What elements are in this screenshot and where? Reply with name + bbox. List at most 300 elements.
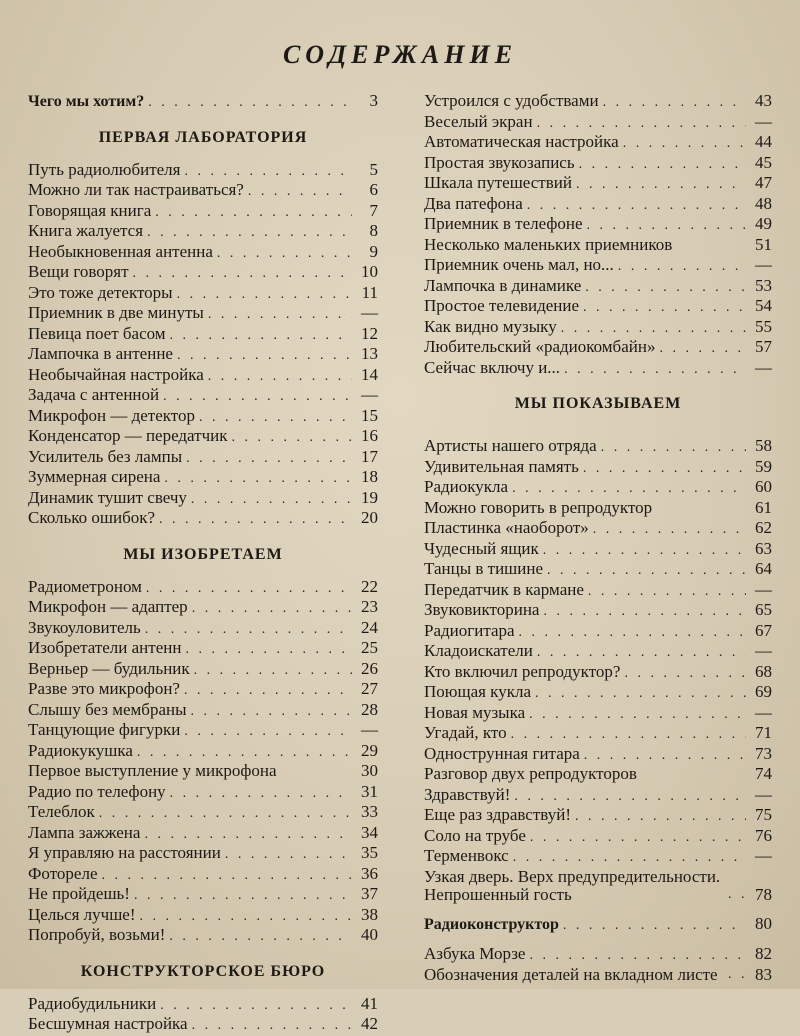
toc-entry xyxy=(28,202,378,223)
toc-entry xyxy=(28,762,378,783)
toc-entry-page: 57 xyxy=(755,337,772,356)
toc-entry xyxy=(424,92,772,113)
dot-leader xyxy=(529,947,746,966)
toc-entry-page: 9 xyxy=(369,241,378,261)
toc-entry-page: — xyxy=(755,846,772,865)
toc-entry-page: 14 xyxy=(361,364,378,384)
toc-entry-title: Задача с антенной xyxy=(28,385,160,404)
toc-entry-page: — xyxy=(755,702,772,722)
toc-entry-page: 11 xyxy=(361,282,378,302)
toc-entry-title: Фотореле xyxy=(28,863,98,883)
toc-entry-title: Здравствуй! xyxy=(424,784,511,804)
dot-leader xyxy=(185,163,353,182)
toc-entry-page: 41 xyxy=(361,993,378,1013)
toc-entry xyxy=(424,806,772,827)
toc-entry-page: 22 xyxy=(361,576,378,596)
toc-entry-title: Необычайная настройка xyxy=(28,364,204,384)
toc-entry-title: Можно ли так настраиваться? xyxy=(28,180,244,199)
toc-entry xyxy=(28,222,378,243)
dot-leader xyxy=(519,624,746,643)
dot-leader xyxy=(208,306,352,325)
toc-entry-page: — xyxy=(755,357,772,377)
toc-entry-title: Можно говорить в репродуктор xyxy=(424,497,653,517)
dot-leader xyxy=(191,491,352,510)
dot-leader xyxy=(192,1017,352,1036)
toc-entry-page: 71 xyxy=(755,723,772,742)
dot-leader xyxy=(563,917,746,936)
dot-leader xyxy=(192,600,352,619)
toc-entry-page: 34 xyxy=(361,822,378,842)
toc-entry-title: Телеблок xyxy=(28,802,95,821)
toc-entry-page: 13 xyxy=(361,344,378,363)
toc-entry xyxy=(28,783,378,804)
toc-entry-page: — xyxy=(361,385,378,404)
toc-entry xyxy=(424,133,772,154)
toc-entry-page: 48 xyxy=(755,193,772,213)
toc-entry-page: 16 xyxy=(361,426,378,445)
toc-entry xyxy=(28,366,378,387)
toc-entry xyxy=(28,639,378,660)
toc-entry-title: Радиокукла xyxy=(424,477,509,496)
dot-leader xyxy=(588,583,746,602)
toc-entry xyxy=(424,236,772,257)
toc-entry-page: 37 xyxy=(361,884,378,903)
toc-entry-title: Звукоуловитель xyxy=(28,617,141,637)
dot-leader xyxy=(148,94,352,113)
toc-entry-title: Устроился с удобствами xyxy=(424,91,599,110)
toc-entry-title: Разве это микрофон? xyxy=(28,679,180,698)
toc-entry-title: Радиобудильники xyxy=(28,993,157,1013)
toc-entry-title: Сколько ошибок? xyxy=(28,508,156,527)
toc-entry-title: Удивительная память xyxy=(424,456,579,476)
toc-entry-title: Радио по телефону xyxy=(28,781,166,801)
toc-entry xyxy=(424,174,772,195)
dot-leader xyxy=(579,156,746,175)
dot-leader xyxy=(194,662,352,681)
toc-entry-title: Чего мы хотим? xyxy=(28,93,145,110)
toc-entry-title: Певица поет басом xyxy=(28,323,166,343)
toc-entry-page: 74 xyxy=(755,764,772,783)
toc-entry xyxy=(28,598,378,619)
toc-entry-page: 10 xyxy=(361,262,378,281)
toc-entry xyxy=(424,318,772,339)
toc-entry xyxy=(28,509,378,530)
toc-entry xyxy=(28,325,378,346)
dot-leader xyxy=(601,439,746,458)
toc-entry-title: Сейчас включу и... xyxy=(424,357,561,377)
toc-entry-title: Я управляю на расстоянии xyxy=(28,843,221,862)
toc-entry-title: Изобретатели антенн xyxy=(28,638,182,657)
dot-leader xyxy=(728,886,746,905)
dot-leader xyxy=(232,429,352,448)
toc-entry-title: Кладоискатели xyxy=(424,641,533,660)
toc-entry xyxy=(424,338,772,359)
toc-entry-title: Лампочка в антенне xyxy=(28,344,173,363)
toc-entry xyxy=(28,181,378,202)
toc-entry xyxy=(424,499,772,520)
toc-entry-page: 73 xyxy=(755,743,772,763)
toc-entry-title: Динамик тушит свечу xyxy=(28,487,187,507)
toc-entry xyxy=(424,868,772,905)
dot-leader xyxy=(155,204,352,223)
toc-entry-title: Артисты нашего отряда xyxy=(424,436,597,455)
toc-entry-title: Разговор двух репродукторов xyxy=(424,764,637,783)
toc-entry-title: Автоматическая настройка xyxy=(424,132,619,151)
dot-leader xyxy=(191,703,352,722)
toc-entry-title: Радиометроном xyxy=(28,576,142,596)
toc-entry-title: Соло на трубе xyxy=(424,825,526,845)
toc-entry-page: 3 xyxy=(369,91,378,110)
toc-entry-title: Радиокукушка xyxy=(28,740,133,760)
toc-entry xyxy=(28,995,378,1016)
toc-entry-title: Как видно музыку xyxy=(424,316,557,336)
dot-leader xyxy=(159,511,352,530)
dot-leader xyxy=(186,450,352,469)
toc-entry-page: 33 xyxy=(361,802,378,821)
toc-entry xyxy=(28,489,378,510)
toc-entry xyxy=(28,680,378,701)
toc-entry-page: 83 xyxy=(755,964,772,984)
toc-entry xyxy=(28,407,378,428)
toc-entry xyxy=(28,386,378,407)
toc-entry-page: — xyxy=(755,784,772,804)
toc-entry xyxy=(28,448,378,469)
toc-entry-page: 82 xyxy=(755,944,772,963)
toc-entry-title: Путь радиолюбителя xyxy=(28,159,181,179)
section-heading: ПЕРВАЯ ЛАБОРАТОРИЯ xyxy=(98,128,308,146)
toc-entry-page: 43 xyxy=(755,91,772,110)
toc-entry xyxy=(424,704,772,725)
toc-entry-title: Несколько маленьких приемников xyxy=(424,234,673,254)
toc-entry xyxy=(424,765,772,786)
toc-entry xyxy=(424,215,772,236)
dot-leader xyxy=(537,115,746,134)
toc-entry-page: 12 xyxy=(361,323,378,343)
toc-entry-page: 35 xyxy=(361,843,378,862)
toc-entry-page: 75 xyxy=(755,805,772,824)
toc-entry-title: Чудесный ящик xyxy=(424,538,539,558)
toc-entry-page: — xyxy=(755,255,772,274)
toc-entry-title: Любительский «радиокомбайн» xyxy=(424,337,656,356)
dot-leader xyxy=(564,361,746,380)
toc-entry-title: Усилитель без лампы xyxy=(28,446,183,466)
toc-entry xyxy=(424,683,772,704)
dot-leader xyxy=(587,217,746,236)
toc-entry-page: 23 xyxy=(361,597,378,616)
dot-leader xyxy=(623,135,746,154)
dot-leader xyxy=(164,470,352,489)
toc-entry-page: 19 xyxy=(361,487,378,507)
toc-entry-title: Поющая кукла xyxy=(424,682,531,701)
dot-leader xyxy=(248,183,352,202)
toc-entry-title: Веселый экран xyxy=(424,111,533,131)
dot-leader xyxy=(527,197,746,216)
toc-entry-page: 61 xyxy=(755,497,772,517)
dot-leader xyxy=(593,521,746,540)
toc-entry xyxy=(28,427,378,448)
dot-leader xyxy=(514,788,746,807)
toc-entry xyxy=(424,154,772,175)
toc-entry-title: Лампа зажжена xyxy=(28,822,141,842)
toc-entry-title: Приемник в телефоне xyxy=(424,214,583,233)
toc-entry-title: Звуковикторина xyxy=(424,600,540,619)
toc-entry-title: Однострунная гитара xyxy=(424,743,580,763)
section-heading: МЫ ПОКАЗЫВАЕМ xyxy=(514,395,682,412)
toc-entry-title: Танцующие фигурки xyxy=(28,720,181,739)
section-heading: КОНСТРУКТОРСКОЕ БЮРО xyxy=(80,962,326,980)
dot-leader xyxy=(184,723,352,742)
toc-entry-title: Передатчик в кармане xyxy=(424,579,584,599)
toc-entry-page: 76 xyxy=(755,825,772,845)
dot-leader xyxy=(584,747,746,766)
dot-leader xyxy=(140,908,352,927)
toc-column-right xyxy=(424,92,772,984)
toc-entry xyxy=(424,297,772,318)
toc-entry-title: Еще раз здравствуй! xyxy=(424,805,571,824)
dot-leader xyxy=(659,340,746,359)
toc-entry xyxy=(424,113,772,134)
toc-entry xyxy=(28,243,378,264)
toc-entry-title: Кто включил репродуктор? xyxy=(424,661,621,681)
toc-entry-title: Попробуй, возьми! xyxy=(28,925,166,944)
toc-entry-page: 6 xyxy=(369,180,378,199)
toc-entry xyxy=(28,885,378,906)
toc-entry xyxy=(424,581,772,602)
dot-leader xyxy=(618,258,746,277)
toc-entry xyxy=(28,263,378,284)
toc-entry xyxy=(28,906,378,927)
dot-leader xyxy=(575,808,746,827)
dot-leader xyxy=(576,176,746,195)
dot-leader xyxy=(144,826,352,845)
dot-leader xyxy=(535,685,746,704)
toc-entry-page: 40 xyxy=(361,925,378,944)
toc-entry-page: 53 xyxy=(755,275,772,295)
toc-entry-title: Приемник в две минуты xyxy=(28,303,204,322)
dot-leader xyxy=(145,621,352,640)
toc-entry-page: 65 xyxy=(755,600,772,619)
toc-entry xyxy=(424,663,772,684)
dot-leader xyxy=(177,347,352,366)
toc-entry-page: 44 xyxy=(755,132,772,151)
toc-entry xyxy=(424,966,772,985)
toc-entry xyxy=(28,721,378,742)
toc-entry-title: Конденсатор — передатчик xyxy=(28,426,228,445)
toc-entry xyxy=(28,803,378,824)
dot-leader xyxy=(146,580,352,599)
toc-entry-page: 26 xyxy=(361,658,378,678)
toc-entry xyxy=(28,1015,378,1036)
toc-entry-title: Танцы в тишине xyxy=(424,559,544,578)
toc-entry xyxy=(424,277,772,298)
toc-entry-title: Бесшумная настройка xyxy=(28,1014,188,1033)
toc-entry xyxy=(28,304,378,325)
toc-entry xyxy=(424,437,772,458)
toc-entry xyxy=(424,786,772,807)
toc-entry-page: 42 xyxy=(361,1014,378,1033)
toc-entry-page: 28 xyxy=(361,699,378,719)
toc-entry-page: 58 xyxy=(755,436,772,455)
toc-entry-page: 18 xyxy=(361,467,378,486)
toc-entry-page: 78 xyxy=(755,885,772,904)
toc-entry xyxy=(424,915,772,936)
toc-entry-page: — xyxy=(361,303,378,322)
toc-entry xyxy=(424,847,772,868)
toc-entry xyxy=(28,284,378,305)
toc-entry-page: 7 xyxy=(369,200,378,220)
toc-entry xyxy=(424,560,772,581)
dot-leader xyxy=(585,279,746,298)
toc-entry xyxy=(28,865,378,886)
toc-entry xyxy=(424,945,772,966)
toc-entry-title: Два патефона xyxy=(424,193,523,213)
toc-entry-title: Простое телевидение xyxy=(424,296,580,315)
dot-leader xyxy=(543,603,746,622)
dot-leader xyxy=(208,368,352,387)
toc-entry-page: 29 xyxy=(361,740,378,760)
toc-entry-title: Азбука Морзе xyxy=(424,944,526,963)
toc-entry-page: 25 xyxy=(361,638,378,657)
toc-entry-page: 17 xyxy=(361,446,378,466)
toc-entry xyxy=(424,540,772,561)
dot-leader xyxy=(163,388,352,407)
toc-entry-page: — xyxy=(755,111,772,131)
toc-entry-title: Радиоконструктор xyxy=(424,915,559,933)
toc-entry xyxy=(28,619,378,640)
toc-entry xyxy=(424,622,772,643)
dot-leader xyxy=(160,997,352,1016)
dot-leader xyxy=(225,846,352,865)
toc-entry xyxy=(28,578,378,599)
toc-entry-title: Радиогитара xyxy=(424,620,515,640)
dot-leader xyxy=(185,641,352,660)
dot-leader xyxy=(199,409,352,428)
toc-entry xyxy=(424,745,772,766)
dot-leader xyxy=(170,327,352,346)
toc-entry-title: Не пройдешь! xyxy=(28,884,130,903)
dot-leader xyxy=(99,805,352,824)
toc-entry-page: 15 xyxy=(361,405,378,425)
toc-entry-title: Зуммерная сирена xyxy=(28,467,161,486)
toc-entry xyxy=(424,827,772,848)
toc-entry xyxy=(424,195,772,216)
toc-entry xyxy=(28,844,378,865)
toc-entry xyxy=(424,478,772,499)
toc-entry-page: 8 xyxy=(369,221,378,240)
toc-entry-title: Лампочка в динамике xyxy=(424,275,582,295)
dot-leader xyxy=(547,562,746,581)
toc-entry xyxy=(28,660,378,681)
toc-entry xyxy=(28,926,378,947)
dot-leader xyxy=(530,829,746,848)
toc-entry-title: Обозначения деталей на вкладном листе xyxy=(424,964,718,984)
toc-entry-title: Это тоже детекторы xyxy=(28,282,173,302)
toc-entry xyxy=(28,742,378,763)
dot-leader xyxy=(603,94,746,113)
dot-leader xyxy=(170,785,352,804)
dot-leader xyxy=(184,682,352,701)
toc-entry-page: 31 xyxy=(361,781,378,801)
toc-entry xyxy=(28,701,378,722)
toc-entry-title: Шкала путешествий xyxy=(424,173,572,192)
toc-entry-page: 30 xyxy=(361,761,378,780)
toc-entry-title: Верньер — будильник xyxy=(28,658,190,678)
dot-leader xyxy=(513,849,746,868)
toc-entry xyxy=(28,468,378,489)
toc-entry-title: Простая звукозапись xyxy=(424,152,575,172)
toc-entry-page: 62 xyxy=(755,518,772,537)
toc-entry-title: Книга жалуется xyxy=(28,221,144,240)
toc-entry-page: 68 xyxy=(755,661,772,681)
dot-leader xyxy=(137,744,352,763)
toc-entry xyxy=(424,256,772,277)
toc-entry-title: Пластинка «наоборот» xyxy=(424,518,589,537)
toc-entry-page: 20 xyxy=(361,508,378,527)
dot-leader xyxy=(583,299,746,318)
toc-entry-title: Микрофон — детектор xyxy=(28,405,195,425)
toc-entry-title: Узкая дверь. Верх предупредительности. Непрошенный гость xyxy=(424,866,721,904)
toc-entry-title: Приемник очень мал, но... xyxy=(424,255,614,274)
toc-entry-page: 80 xyxy=(755,913,772,933)
toc-entry-title: Терменвокс xyxy=(424,846,509,865)
dot-leader xyxy=(624,665,746,684)
toc-entry-page: 54 xyxy=(755,296,772,315)
toc-entry xyxy=(424,601,772,622)
toc-entry xyxy=(28,161,378,182)
toc-entry-page: 36 xyxy=(361,863,378,883)
toc-entry-page: 47 xyxy=(755,173,772,192)
toc-entry-title: Микрофон — адаптер xyxy=(28,597,188,616)
dot-leader xyxy=(728,966,746,985)
dot-leader xyxy=(529,706,746,725)
toc-entry xyxy=(424,519,772,540)
toc-entry-page: 5 xyxy=(369,159,378,179)
toc-entry-page: 64 xyxy=(755,559,772,578)
toc-entry xyxy=(424,359,772,380)
toc-entry-title: Вещи говорят xyxy=(28,262,129,281)
toc-entry-title: Первое выступление у микрофона xyxy=(28,761,277,780)
dot-leader xyxy=(133,265,352,284)
toc-entry-title: Новая музыка xyxy=(424,702,526,722)
toc-entry-page: — xyxy=(755,579,772,599)
toc-entry-page: 69 xyxy=(755,682,772,701)
toc-entry-page: 67 xyxy=(755,620,772,640)
toc-entry-title: Угадай, кто xyxy=(424,723,507,742)
toc-entry-page: 60 xyxy=(755,477,772,496)
toc-entry-page: 45 xyxy=(755,152,772,172)
dot-leader xyxy=(147,224,352,243)
dot-leader xyxy=(177,286,352,305)
toc-entry xyxy=(424,642,772,663)
dot-leader xyxy=(511,726,746,745)
dot-leader xyxy=(217,245,352,264)
dot-leader xyxy=(537,644,746,663)
toc-entry-page: 63 xyxy=(755,538,772,558)
toc-entry-title: Слышу без мембраны xyxy=(28,699,187,719)
dot-leader xyxy=(134,887,352,906)
toc-entry-page: 55 xyxy=(755,316,772,336)
page-title: СОДЕРЖАНИЕ xyxy=(282,40,518,69)
toc-column-left xyxy=(28,92,378,1036)
dot-leader xyxy=(102,867,353,886)
toc-entry-page: 27 xyxy=(361,679,378,698)
toc-entry-title: Необыкновенная антенна xyxy=(28,241,213,261)
toc-entry-page: 49 xyxy=(755,214,772,233)
toc-entry-title: Говорящая книга xyxy=(28,200,152,220)
dot-leader xyxy=(169,928,352,947)
dot-leader xyxy=(543,542,746,561)
toc-entry-page: 38 xyxy=(361,904,378,924)
